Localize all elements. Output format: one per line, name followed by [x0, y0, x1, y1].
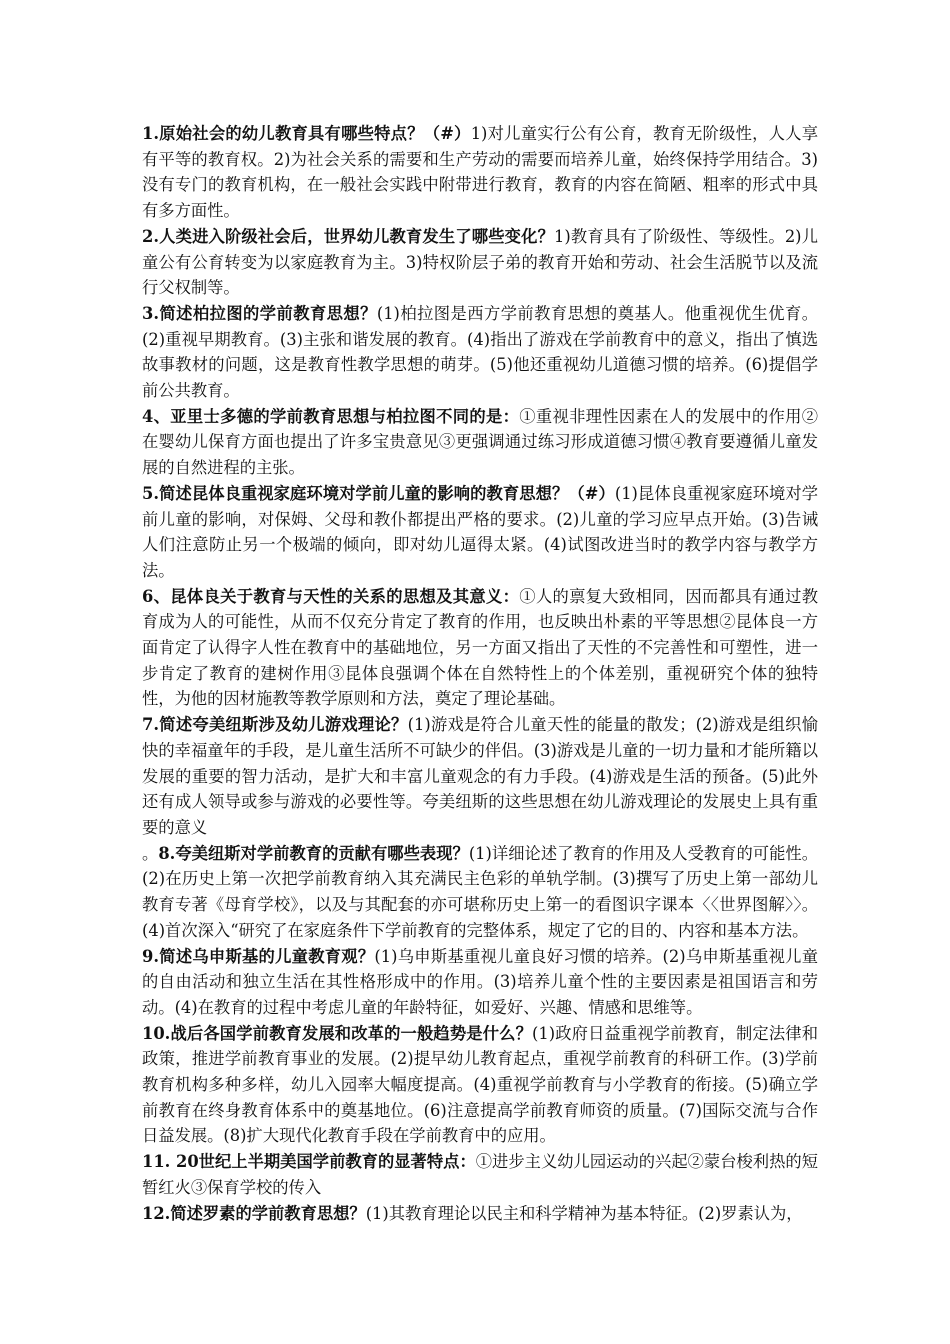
qa-item-11 [142, 1149, 818, 1200]
question-text: 9.简述乌申斯基的儿童教育观？ [142, 946, 375, 966]
answer-text: ①重视非理性因素在人的发展中的作用②在婴幼儿保育方面也提出了许多宝贵意见③更强调通过练习形成道德习惯④教育要遵循儿童发展的自然进程的主张。 [142, 406, 818, 478]
document-page [142, 121, 818, 1226]
qa-item-2 [142, 224, 818, 301]
answer-text: (1)政府日益重视学前教育，制定法律和政策，推进学前教育事业的发展。(2)提早幼儿教育起点，重视学前教育的科研工作。(3)学前教育机构多种多样，幼儿入园率大幅度提高。(4)重视学前教育与小学教育的衔接。(5)确立学前教育在终身教育体系中的奠基地位。(6)注意提高学前教育师资的质量。(7)国际交流与合作日益发展。(8)扩大现代化教育手段在学前教育中的应用。 [142, 1023, 818, 1146]
answer-text: (1)游戏是符合儿童天性的能量的散发；(2)游戏是组织愉快的幸福童年的手段，是儿童生活所不可缺少的伴侣。(3)游戏是儿童的一切力量和才能所籍以发展的重要的智力活动，是扩大和丰富儿童观念的有力手段。(4)游戏是生活的预备。(5)此外还有成人领导或参与游戏的必要性等。夸美纽斯的这些思想在幼儿游戏理论的发展史上具有重要的意义 [142, 715, 818, 837]
qa-item-7 [142, 712, 818, 841]
question-text: 2.人类进入阶级社会后，世界幼儿教育发生了哪些变化？ [142, 226, 555, 246]
qa-item-8 [142, 841, 818, 944]
qa-item-5 [142, 481, 818, 584]
answer-text: 1)教育具有了阶级性、等级性。2)儿童公有公育转变为以家庭教育为主。3)特权阶层子弟的教育开始和劳动、社会生活脱节以及流行父权制等。 [142, 226, 818, 298]
question-text: 8.夸美纽斯对学前教育的贡献有哪些表现？ [158, 843, 469, 863]
answer-text: ①进步主义幼儿园运动的兴起②蒙台梭利热的短暂红火③保育学校的传入 [142, 1152, 818, 1197]
question-text: 11. 20世纪上半期美国学前教育的显著特点： [142, 1152, 476, 1172]
question-text: 12.简述罗素的学前教育思想？ [142, 1203, 366, 1223]
question-text: 5.简述昆体良重视家庭环境对学前儿童的影响的教育思想？（#） [142, 483, 615, 503]
question-text: 6、昆体良关于教育与天性的关系的思想及其意义： [142, 586, 520, 606]
answer-text: (1)昆体良重视家庭环境对学前儿童的影响，对保姆、父母和教仆都提出严格的要求。(2)儿童的学习应早点开始。(3)告诫人们注意防止另一个极端的倾向，即对幼儿逼得太紧。(4)试图改进当时的教学内容与教学方法。 [142, 483, 818, 580]
question-text: 1.原始社会的幼儿教育具有哪些特点？（#） [142, 124, 471, 143]
qa-lead-text: 。 [142, 843, 159, 863]
qa-item-9 [142, 944, 818, 1021]
qa-item-1 [142, 121, 818, 224]
qa-item-4 [142, 404, 818, 481]
question-text: 3.简述柏拉图的学前教育思想？ [142, 303, 377, 323]
answer-text: 1)对儿童实行公有公育，教育无阶级性，人人享有平等的教育权。2)为社会关系的需要和生产劳动的需要而培养儿童，始终保持学用结合。3)没有专门的教育机构，在一般社会实践中附带进行教育，教育的内容在简陋、粗率的形式中具有多方面性。 [142, 124, 818, 221]
qa-item-6 [142, 584, 818, 713]
qa-item-12 [142, 1201, 818, 1227]
answer-text: (1)其教育理论以民主和科学精神为基本特征。(2)罗素认为， [365, 1203, 803, 1223]
answer-text: (1)柏拉图是西方学前教育思想的奠基人。他重视优生优育。(2)重视早期教育。(3)主张和谐发展的教育。(4)指出了游戏在学前教育中的意义，指出了慎选故事教材的问题，这是教育性教学思想的萌芽。(5)他还重视幼儿道德习惯的培养。(6)提倡学前公共教育。 [142, 303, 818, 401]
answer-text: ①人的禀复大致相同，因而都具有通过教育成为人的可能性，从而不仅充分肯定了教育的作用，也反映出朴素的平等思想②昆体良一方面肯定了认得字人性在教育中的基础地位，另一方面又指出了天性的不完善性和可塑性，进一步肯定了教育的建树作用③昆体良强调个体在自然特性上的个体差别，重视研究个体的独特性，为他的因材施教等教学原则和方法，奠定了理论基础。 [142, 586, 818, 709]
answer-text: (1)详细论述了教育的作用及人受教育的可能性。(2)在历史上第一次把学前教育纳入其充满民主色彩的单轨学制。(3)撰写了历史上第一部幼儿教育专著《母育学校》，以及与其配套的亦可堪称历史上第一的看图识字课本〈〈世界图解〉〉。(4)首次深入“研究了在家庭条件下学前教育的完整体系，规定了它的目的、内容和基本方法。 [142, 843, 818, 940]
question-text: 10.战后各国学前教育发展和改革的一般趋势是什么？ [142, 1023, 532, 1043]
qa-item-3 [142, 301, 818, 404]
answer-text: (1)乌申斯基重视儿童良好习惯的培养。(2)乌申斯基重视儿童的自由活动和独立生活在其性格形成中的作用。(3)培养儿童个性的主要因素是祖国语言和劳动。(4)在教育的过程中考虑儿童的年龄特征，如爱好、兴趣、情感和思维等。 [142, 946, 819, 1017]
qa-item-10 [142, 1021, 818, 1150]
question-text: 4、亚里士多德的学前教育思想与柏拉图不同的是： [142, 406, 520, 426]
question-text: 7.简述夸美纽斯涉及幼儿游戏理论？ [142, 715, 408, 735]
